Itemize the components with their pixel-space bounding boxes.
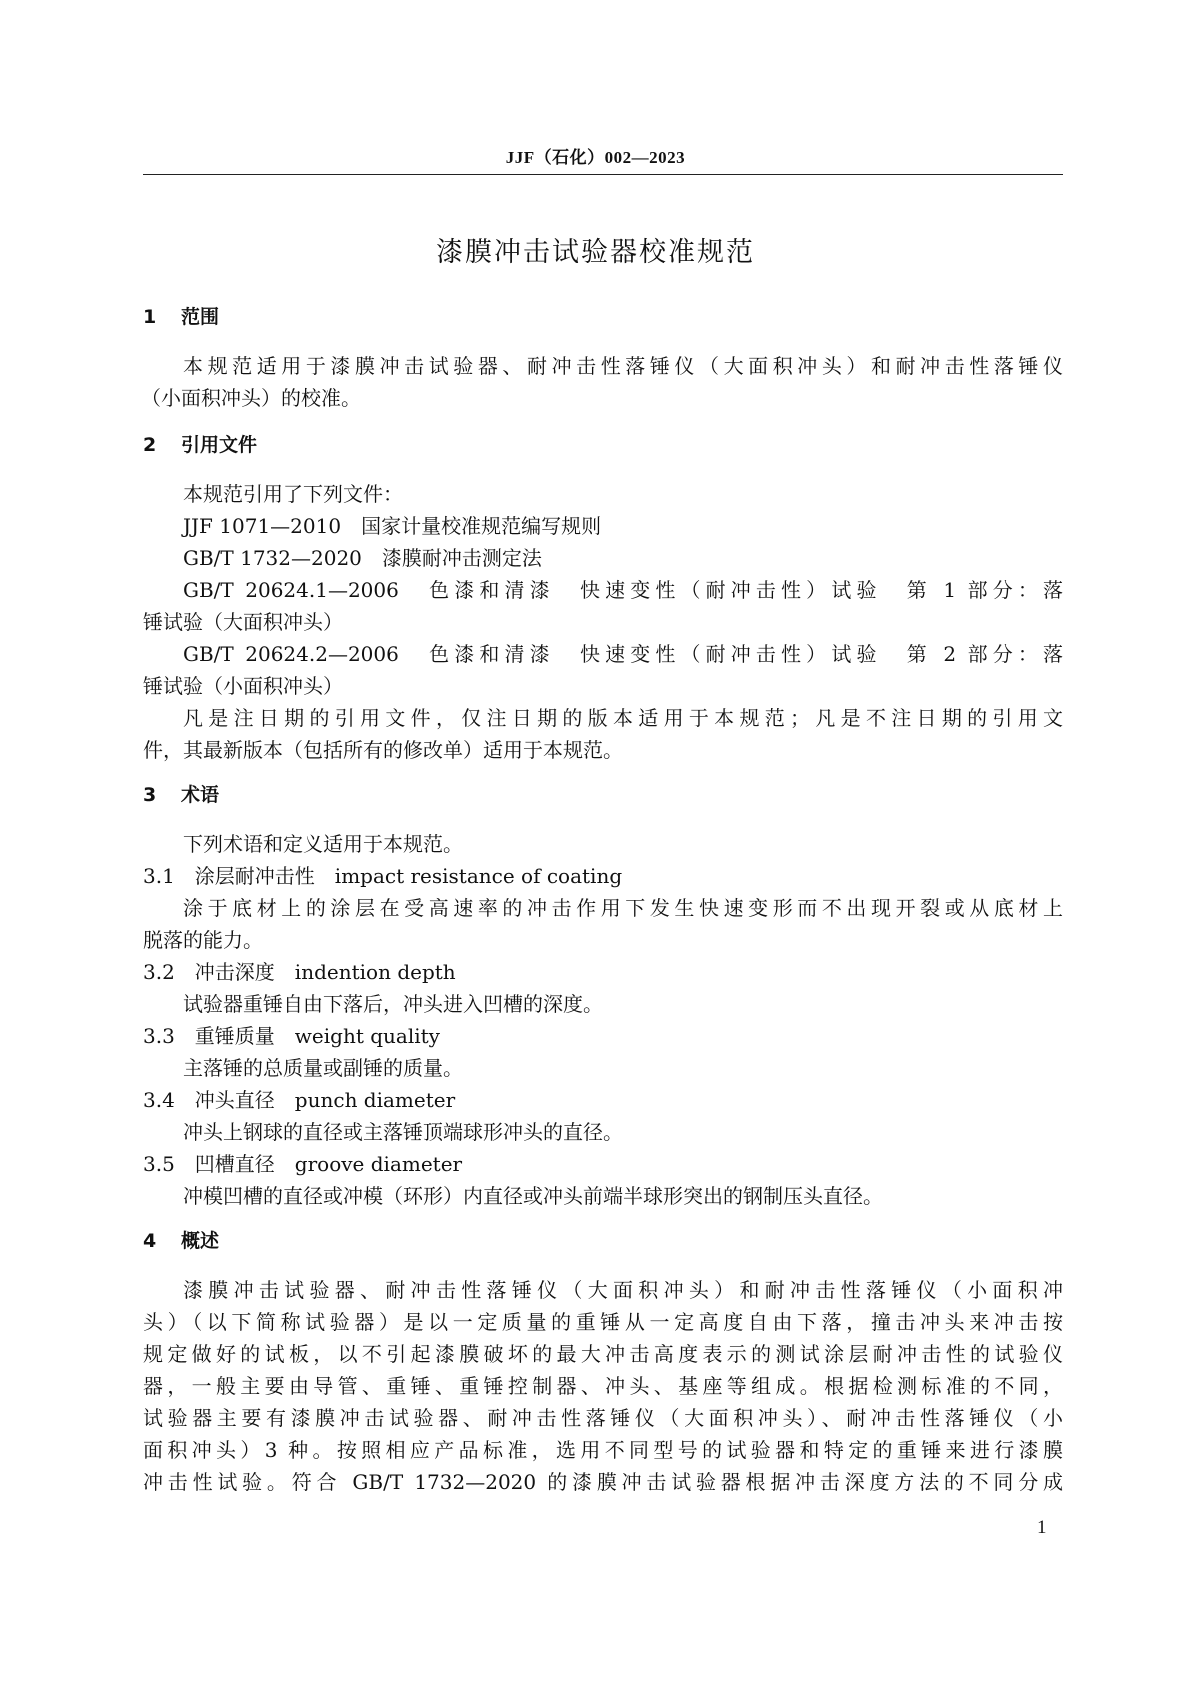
- paragraph-line: 冲击性试验。符合 GB/T 1732—2020 的漆膜冲击试验器根据冲击深度方法的不同分成: [143, 1470, 1063, 1494]
- term-definition-continued: 脱落的能力。: [143, 928, 263, 952]
- term-heading: 3.1 涂层耐冲击性 impact resistance of coating: [143, 864, 623, 888]
- document-header: JJF（石化）002—2023: [505, 148, 686, 167]
- section-title: 引用文件: [181, 434, 258, 456]
- paragraph-line: 件，其最新版本（包括所有的修改单）适用于本规范。: [143, 738, 623, 762]
- term-definition: 冲头上钢球的直径或主落锤顶端球形冲头的直径。: [183, 1120, 623, 1144]
- section-3-heading: [143, 780, 219, 807]
- term-heading: 3.5 凹槽直径 groove diameter: [143, 1152, 463, 1176]
- header-rule: [143, 174, 1063, 175]
- section-number: 1: [143, 306, 157, 328]
- section-1-heading: [143, 302, 219, 329]
- paragraph-line: 器，一般主要由导管、重锤、重锤控制器、冲头、基座等组成。根据检测标准的不同，: [143, 1374, 1063, 1398]
- reference-item: GB/T 1732—2020 漆膜耐冲击测定法: [183, 546, 542, 570]
- paragraph-line: 下列术语和定义适用于本规范。: [183, 832, 463, 856]
- paragraph-line: 本规范引用了下列文件：: [183, 482, 403, 506]
- reference-item: GB/T 20624.2—2006 色漆和清漆 快速变性（耐冲击性）试验 第 2 部分：落: [183, 642, 1063, 666]
- section-title: 范围: [181, 306, 220, 328]
- term-heading: 3.4 冲头直径 punch diameter: [143, 1088, 456, 1112]
- paragraph-line: 面积冲头）3 种。按照相应产品标准，选用不同型号的试验器和特定的重锤来进行漆膜: [143, 1438, 1063, 1462]
- paragraph-line: 凡是注日期的引用文件，仅注日期的版本适用于本规范；凡是不注日期的引用文: [183, 706, 1063, 730]
- reference-item: GB/T 20624.1—2006 色漆和清漆 快速变性（耐冲击性）试验 第 1 部分：落: [183, 578, 1063, 602]
- section-4-heading: [143, 1226, 219, 1253]
- page-number: 1: [1037, 1517, 1047, 1538]
- paragraph-line: 头）（以下简称试验器）是以一定质量的重锤从一定高度自由下落，撞击冲头来冲击按: [143, 1310, 1063, 1334]
- section-number: 3: [143, 784, 157, 806]
- paragraph-line: 规定做好的试板，以不引起漆膜破坏的最大冲击高度表示的测试涂层耐冲击性的试验仪: [143, 1342, 1063, 1366]
- section-title: 概述: [181, 1230, 220, 1252]
- paragraph-line: 试验器主要有漆膜冲击试验器、耐冲击性落锤仪（大面积冲头）、耐冲击性落锤仪（小: [143, 1406, 1063, 1430]
- page-title: 漆膜冲击试验器校准规范: [436, 237, 755, 268]
- paragraph-line: 本规范适用于漆膜冲击试验器、耐冲击性落锤仪（大面积冲头）和耐冲击性落锤仪: [183, 354, 1063, 378]
- term-definition: 冲模凹槽的直径或冲模（环形）内直径或冲头前端半球形突出的钢制压头直径。: [183, 1184, 883, 1208]
- term-definition: 涂于底材上的涂层在受高速率的冲击作用下发生快速变形而不出现开裂或从底材上: [183, 896, 1063, 920]
- section-title: 术语: [181, 784, 220, 806]
- section-number: 4: [143, 1230, 157, 1252]
- term-heading: 3.2 冲击深度 indention depth: [143, 960, 456, 984]
- term-heading: 3.3 重锤质量 weight quality: [143, 1024, 440, 1048]
- section-number: 2: [143, 434, 157, 456]
- paragraph-line: （小面积冲头）的校准。: [141, 386, 361, 410]
- section-2-heading: [143, 430, 257, 457]
- term-definition: 试验器重锤自由下落后，冲头进入凹槽的深度。: [183, 992, 603, 1016]
- reference-item-continued: 锤试验（大面积冲头）: [143, 610, 343, 634]
- term-definition: 主落锤的总质量或副锤的质量。: [183, 1056, 463, 1080]
- reference-item-continued: 锤试验（小面积冲头）: [143, 674, 343, 698]
- reference-item: JJF 1071—2010 国家计量校准规范编写规则: [183, 514, 602, 538]
- paragraph-line: 漆膜冲击试验器、耐冲击性落锤仪（大面积冲头）和耐冲击性落锤仪（小面积冲: [183, 1278, 1063, 1302]
